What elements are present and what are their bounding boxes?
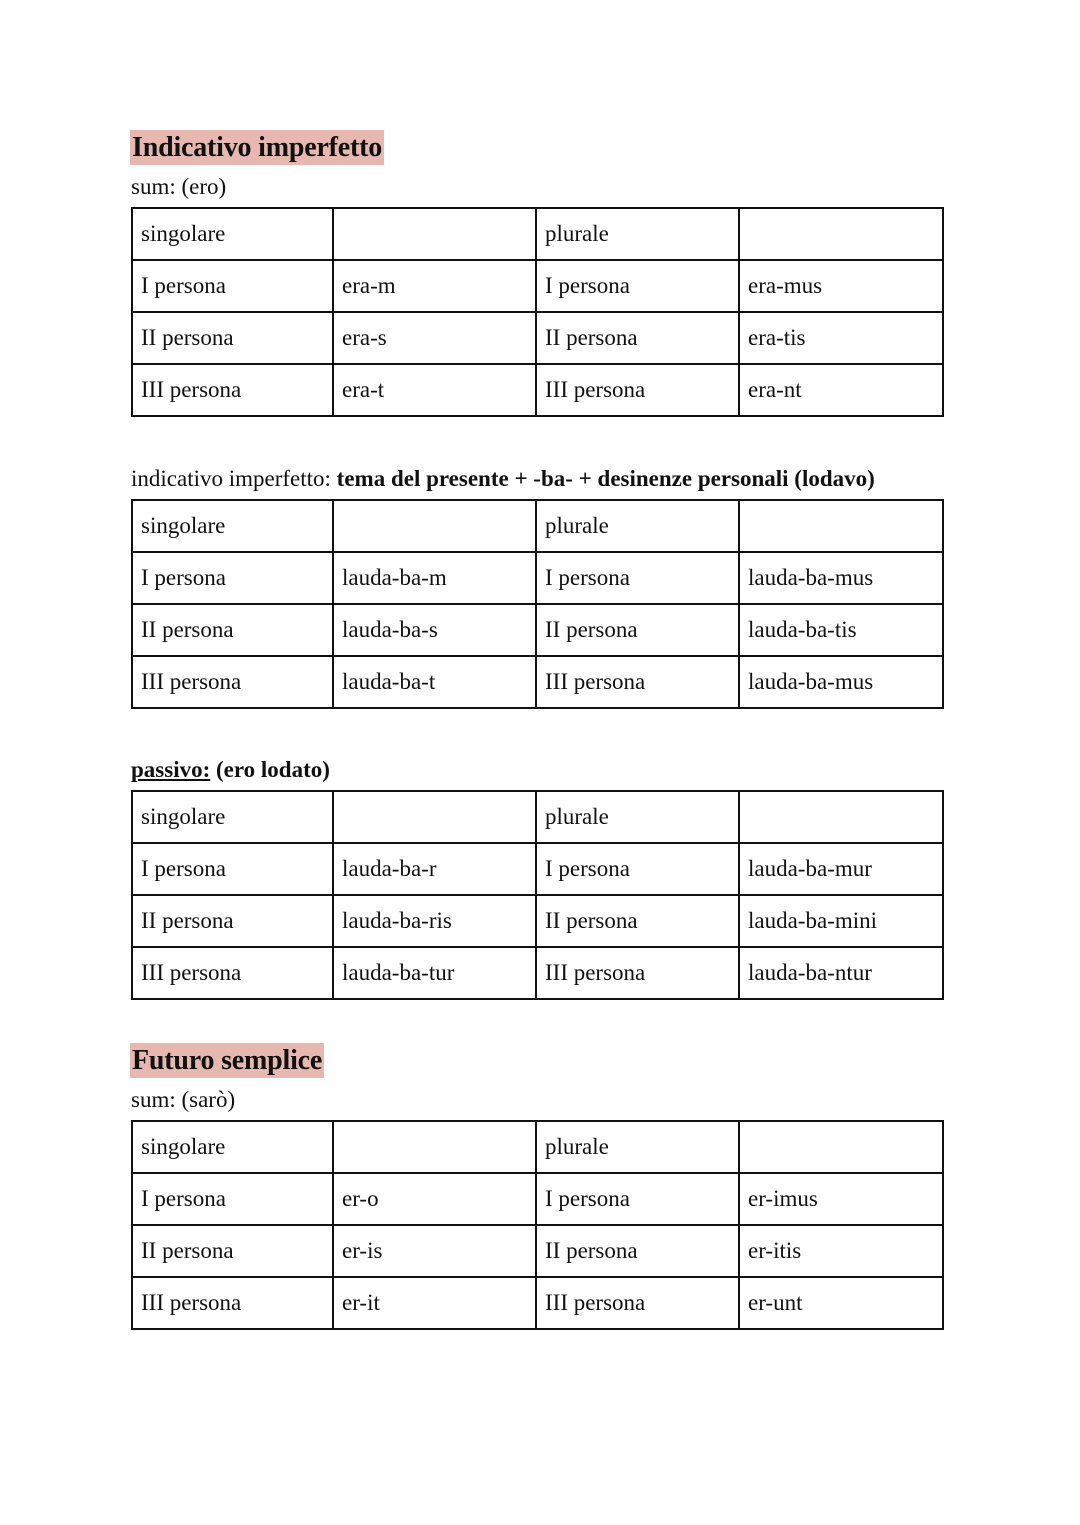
table-passive-imperfetto [131, 790, 944, 1000]
person-cell: II persona [536, 312, 739, 364]
sum-imperfetto-label: sum: (ero) [131, 174, 227, 199]
header-cell: singolare [132, 1121, 333, 1173]
rule-prefix: indicativo imperfetto: [131, 466, 337, 491]
form-cell: lauda-ba-mus [739, 552, 943, 604]
person-cell: III persona [132, 656, 333, 708]
section-heading-futuro: Futuro semplice [132, 1045, 323, 1076]
passive-note: (ero lodato) [210, 757, 330, 782]
person-cell: II persona [132, 604, 333, 656]
person-cell: I persona [536, 1173, 739, 1225]
header-cell [739, 500, 943, 552]
header-cell [333, 791, 536, 843]
rule-formula: tema del presente + -ba- + desinenze personali (lodavo) [336, 466, 875, 491]
person-cell: III persona [132, 364, 333, 416]
person-cell: II persona [536, 604, 739, 656]
form-cell: lauda-ba-mus [739, 656, 943, 708]
person-cell: I persona [536, 843, 739, 895]
section-heading-imperfetto: Indicativo imperfetto [132, 132, 383, 163]
header-cell [333, 1121, 536, 1173]
header-cell: singolare [132, 791, 333, 843]
table-row [132, 260, 943, 312]
header-cell [739, 208, 943, 260]
form-cell: lauda-ba-tur [333, 947, 536, 999]
form-cell: lauda-ba-ris [333, 895, 536, 947]
form-cell: era-t [333, 364, 536, 416]
header-cell [333, 500, 536, 552]
form-cell: era-s [333, 312, 536, 364]
person-cell: II persona [132, 895, 333, 947]
person-cell: III persona [132, 1277, 333, 1329]
header-cell [739, 1121, 943, 1173]
header-cell: singolare [132, 208, 333, 260]
form-cell: lauda-ba-t [333, 656, 536, 708]
person-cell: II persona [132, 312, 333, 364]
form-cell: lauda-ba-ntur [739, 947, 943, 999]
header-cell [333, 208, 536, 260]
table-row [132, 895, 943, 947]
person-cell: II persona [536, 1225, 739, 1277]
form-cell: lauda-ba-s [333, 604, 536, 656]
form-cell: er-o [333, 1173, 536, 1225]
form-cell: er-itis [739, 1225, 943, 1277]
person-cell: I persona [132, 843, 333, 895]
table-row [132, 1225, 943, 1277]
person-cell: III persona [536, 1277, 739, 1329]
table-header-row [132, 791, 943, 843]
form-cell: er-unt [739, 1277, 943, 1329]
form-cell: era-nt [739, 364, 943, 416]
imperfetto-rule [131, 465, 875, 493]
form-cell: era-mus [739, 260, 943, 312]
table-header-row [132, 500, 943, 552]
form-cell: er-is [333, 1225, 536, 1277]
table-row [132, 1277, 943, 1329]
person-cell: III persona [132, 947, 333, 999]
form-cell: lauda-ba-m [333, 552, 536, 604]
form-cell: lauda-ba-mur [739, 843, 943, 895]
passive-label-line [131, 756, 330, 784]
form-cell: era-m [333, 260, 536, 312]
header-cell: plurale [536, 208, 739, 260]
person-cell: I persona [132, 1173, 333, 1225]
table-sum-imperfetto [131, 207, 944, 417]
person-cell: I persona [536, 552, 739, 604]
form-cell: era-tis [739, 312, 943, 364]
form-cell: lauda-ba-r [333, 843, 536, 895]
table-row [132, 1173, 943, 1225]
table-active-imperfetto [131, 499, 944, 709]
header-cell: plurale [536, 500, 739, 552]
header-cell [739, 791, 943, 843]
table-row [132, 552, 943, 604]
person-cell: II persona [536, 895, 739, 947]
table-row [132, 312, 943, 364]
table-row [132, 604, 943, 656]
person-cell: I persona [132, 552, 333, 604]
person-cell: I persona [132, 260, 333, 312]
table-row [132, 364, 943, 416]
passive-label: passivo: [131, 757, 211, 782]
person-cell: II persona [132, 1225, 333, 1277]
person-cell: I persona [536, 260, 739, 312]
table-row [132, 656, 943, 708]
table-sum-futuro [131, 1120, 944, 1330]
header-cell: plurale [536, 791, 739, 843]
table-header-row [132, 208, 943, 260]
sum-futuro-label: sum: (sarò) [131, 1087, 236, 1112]
form-cell: lauda-ba-tis [739, 604, 943, 656]
form-cell: er-it [333, 1277, 536, 1329]
form-cell: lauda-ba-mini [739, 895, 943, 947]
header-cell: plurale [536, 1121, 739, 1173]
table-row [132, 843, 943, 895]
person-cell: III persona [536, 656, 739, 708]
person-cell: III persona [536, 364, 739, 416]
form-cell: er-imus [739, 1173, 943, 1225]
table-row [132, 947, 943, 999]
person-cell: III persona [536, 947, 739, 999]
table-header-row [132, 1121, 943, 1173]
header-cell: singolare [132, 500, 333, 552]
